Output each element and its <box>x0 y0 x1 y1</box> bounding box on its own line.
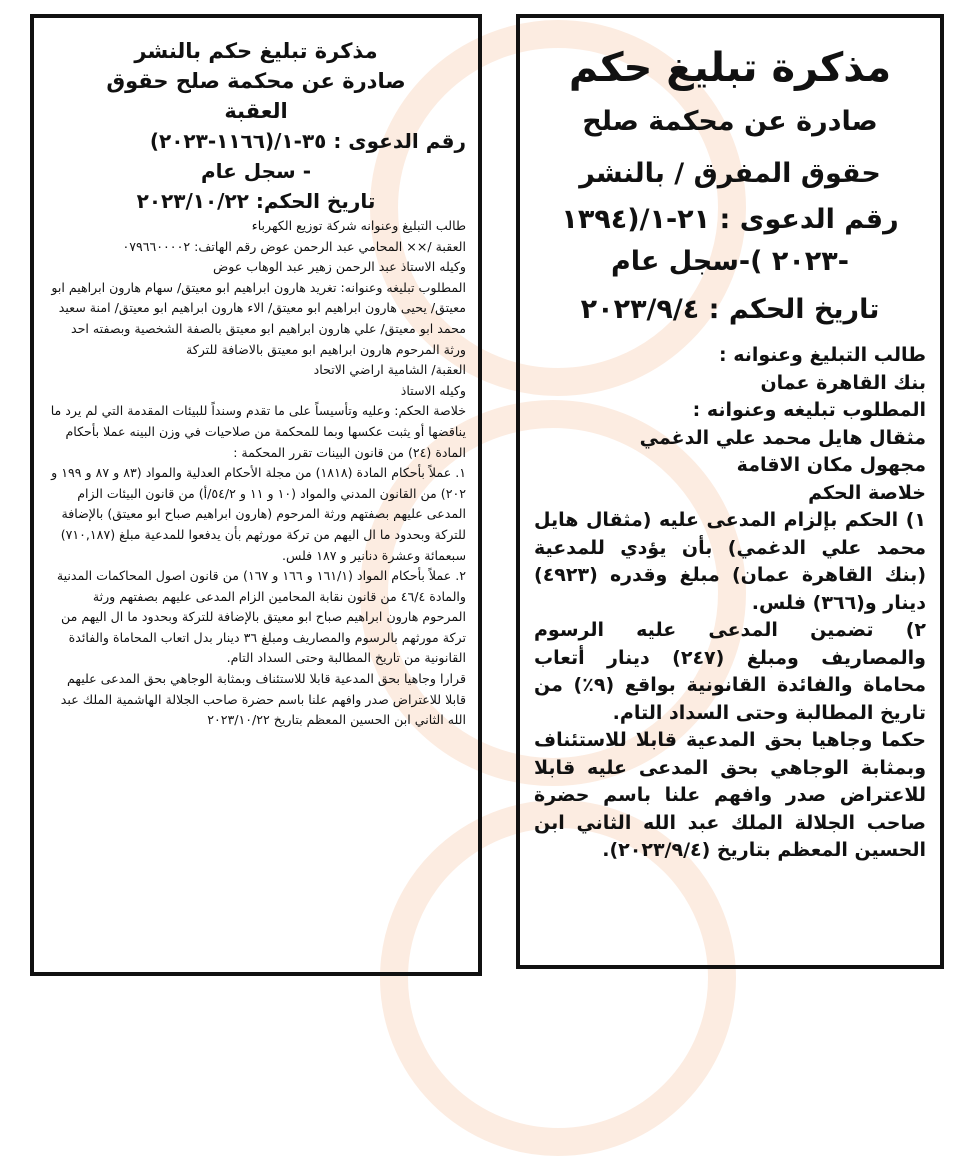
judgment-date: تاريخ الحكم: ٢٠٢٣/١٠/٢٢ <box>136 189 376 213</box>
judgment-date: تاريخ الحكم : ٢٠٢٣/٩/٤ <box>580 294 880 325</box>
ruling-item-1: ١) الحكم بإلزام المدعى عليه (مثقال هايل محمد علي الدغمي) بأن يؤدي للمدعية (بنك القاهرة عمان) مبلغ وقدره (٤٩٢٣) دينار و(٣٦٦) فلس. <box>534 509 926 614</box>
defendant: مثقال هايل محمد علي الدغمي <box>639 426 926 449</box>
defendants-agent: وكيله الاستاذ <box>400 382 466 398</box>
applicant: بنك القاهرة عمان <box>760 371 926 394</box>
defendants-address: العقبة/ الشامية اراضي الاتحاد <box>313 362 466 378</box>
defendant-label: المطلوب تبليغه وعنوانه : <box>692 399 926 421</box>
ruling-item-2: ٢. عملاً بأحكام المواد (١٦١/١ و ١٦٦ و ١٦٧) من قانون اصول المحاكمات المدنية والمادة ٤٦/٤ من قانون نقابة المحامين الزام المدعى عليهم بصفتهم ورثة المرحوم هارون ابراهيم صباح ابو معيتق بالإضافة للتركة وبحدود ما ال اليهم من تركة مورثهم بالرسوم والمصاريف ومبلغ ٣٦ دينار بدل اتعاب المحاماة والفائدة القانونية من تاريخ المطالبة وحتى السداد التام. <box>56 568 466 666</box>
right-court-notice <box>516 14 944 969</box>
summary-label: خلاصة الحكم <box>808 481 926 504</box>
applicant-label: طالب التبليغ وعنوانه : <box>719 344 926 366</box>
ruling-closing: قرارا وجاهيا بحق المدعية قابلا للاستئناف وبمثابة الوجاهي بحق المدعى عليهم قابلا للاعتراض صدر وافهم علنا باسم حضرة صاحب الجلالة الهاشمية الملك عبد الله الثاني ابن الحسين المعظم بتاريخ ٢٠٢٣/١٠/٢٢ <box>60 671 466 728</box>
case-register: - سجل عام <box>201 159 311 183</box>
notice-title: مذكرة تبليغ حكم بالنشر <box>134 39 378 63</box>
ruling-item-2: ٢) تضمين المدعى عليه الرسوم والمصاريف ومبلغ (٢٤٧) دينار أتعاب محاماة والفائدة القانونية بواقع (٩٪) من تاريخ المطالبة وحتى السداد التام. <box>534 619 926 724</box>
case-number: رقم الدعوى : ٢١-١/(١٣٩٤ <box>561 204 899 235</box>
judgment-summary: خلاصة الحكم: وعليه وتأسيساً على ما تقدم وسنداً للبيئات المقدمة التي لم يرد ما يناقضها أو يثبت عكسها وبما للمحكمة من صلاحيات في وزن البينه عملا بأحكام المادة (٢٤) من قانون البينات تقرر المحكمة : <box>50 403 466 460</box>
applicant-agent: وكيله الاستاذ عبد الرحمن زهير عبد الوهاب عوض <box>213 259 466 275</box>
court-name: صادرة عن محكمة صلح <box>582 106 878 137</box>
court-city: حقوق المفرق / بالنشر <box>579 158 881 189</box>
case-number: رقم الدعوى : ٣٥-١/(١١٦٦-٢٠٢٣) <box>149 129 466 153</box>
case-register: -٢٠٢٣ )-سجل عام <box>611 246 849 277</box>
ruling-closing: حكما وجاهيا بحق المدعية قابلا للاستئناف وبمثابة الوجاهي بحق المدعى عليه قابلا للاعتراض صدر وافهم علنا باسم حضرة صاحب الجلالة الملك عبد الله الثاني ابن الحسين المعظم بتاريخ (٢٠٢٣/٩/٤). <box>534 729 926 861</box>
notice-title: مذكرة تبليغ حكم <box>568 45 892 91</box>
court-name: صادرة عن محكمة صلح حقوق <box>106 69 406 93</box>
applicant-lawyer: العقبة /×× المحامي عبد الرحمن عوض رقم الهاتف: ٠٧٩٦٦٠٠٠٠٢ <box>122 238 466 254</box>
applicant: طالب التبليغ وعنوانه شركة توزيع الكهرباء <box>251 218 466 233</box>
defendants: المطلوب تبليغه وعنوانه: تغريد هارون ابراهيم ابو معيتق/ سهام هارون ابراهيم ابو معيتق/ يحيى هارون ابراهيم ابو معيتق/ الاء هارون ابراهيم ابو معيتق/ امنة سعيد محمد ابو معيتق/ علي هارون ابراهيم ابو معيتق بالصفة الشخصية وبصفته احد ورثة المرحوم هارون ابراهيم ابو معيتق بالاضافة للتركة <box>51 279 466 357</box>
defendant-address: مجهول مكان الاقامة <box>736 454 926 476</box>
court-city: العقبة <box>224 99 288 123</box>
left-court-notice <box>30 14 482 976</box>
ruling-item-1: ١. عملاً بأحكام المادة (١٨١٨) من مجلة الأحكام العدلية والمواد (٨٣ و ٨٧ و ١٩٩ و ٢٠٢) من القانون المدني والمواد (١٠ و ١١ و ٥٤/٢/أ) من قانون البيئات الزام المدعى عليهم بصفتهم ورثة المرحوم (هارون ابراهيم صباح ابو معيتق) بالإضافة للتركة وبحدود ما ال اليهم من تركة مورثهم بأن يدفعوا للمدعية مبلغ (٧١٠,١٨٧) سبعمائة وعشرة دنانير و ١٨٧ فلس. <box>51 465 466 563</box>
